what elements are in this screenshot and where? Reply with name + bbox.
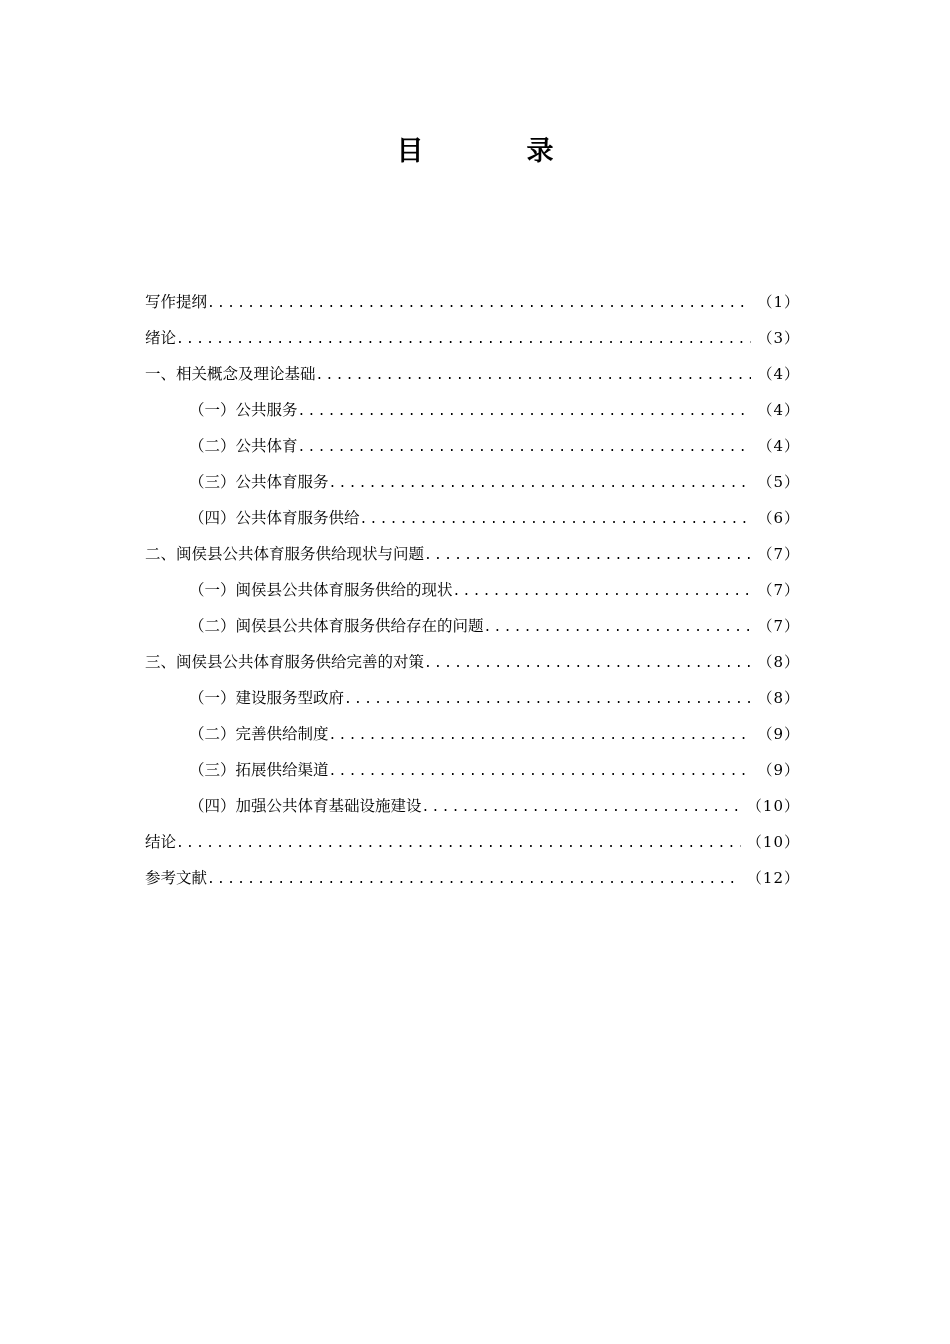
toc-entry-page-number: （9） (757, 761, 800, 779)
toc-leader-dots (207, 286, 751, 322)
toc-entry-page-number: （8） (757, 653, 800, 671)
toc-entry-page-number: （10） (746, 833, 800, 851)
table-of-contents (145, 284, 800, 896)
toc-entry-page-number: （4） (757, 401, 800, 419)
toc-entry-page-number: （7） (757, 581, 800, 599)
toc-leader-dots (298, 430, 752, 466)
toc-leader-dots (316, 358, 752, 394)
toc-entry[interactable] (145, 392, 800, 428)
toc-entry[interactable] (145, 788, 800, 824)
toc-entry-page-number: （7） (757, 617, 800, 635)
toc-entry-label: （一）闽侯县公共体育服务供给的现状 (189, 581, 453, 599)
toc-leader-dots (484, 610, 752, 646)
toc-leader-dots (329, 466, 752, 502)
toc-entry[interactable] (145, 608, 800, 644)
toc-entry[interactable] (145, 860, 800, 896)
toc-entry-label: 二、闽侯县公共体育服务供给现状与问题 (145, 545, 425, 563)
toc-entry[interactable] (145, 428, 800, 464)
toc-leader-dots (329, 718, 752, 754)
toc-entry-label: （二）闽侯县公共体育服务供给存在的问题 (189, 617, 484, 635)
toc-entry[interactable] (145, 644, 800, 680)
toc-leader-dots (360, 502, 752, 538)
toc-entry[interactable] (145, 464, 800, 500)
toc-entry[interactable] (145, 284, 800, 320)
toc-entry-page-number: （7） (757, 545, 800, 563)
toc-entry-page-number: （10） (746, 797, 800, 815)
toc-entry-label: 三、闽侯县公共体育服务供给完善的对策 (145, 653, 425, 671)
toc-entry-label: （三）拓展供给渠道 (189, 761, 329, 779)
toc-leader-dots (329, 754, 752, 790)
toc-leader-dots (424, 646, 751, 682)
toc-entry-page-number: （5） (757, 473, 800, 491)
toc-entry-page-number: （12） (746, 869, 800, 887)
toc-entry-label: 绪论 (145, 329, 177, 347)
toc-leader-dots (207, 862, 741, 898)
toc-entry-page-number: （3） (757, 329, 800, 347)
page-title: 目 录 (396, 136, 592, 167)
toc-entry-label: （二）完善供给制度 (189, 725, 329, 743)
toc-entry-label: （一）建设服务型政府 (189, 689, 345, 707)
toc-entry[interactable] (145, 572, 800, 608)
toc-entry-page-number: （8） (757, 689, 800, 707)
toc-entry-label: （二）公共体育 (189, 437, 298, 455)
toc-entry[interactable] (145, 680, 800, 716)
toc-leader-dots (344, 682, 751, 718)
toc-entry[interactable] (145, 320, 800, 356)
toc-leader-dots (453, 574, 752, 610)
toc-entry[interactable] (145, 716, 800, 752)
toc-leader-dots (298, 394, 752, 430)
toc-entry-label: 写作提纲 (145, 293, 208, 311)
toc-entry-label: （四）加强公共体育基础设施建设 (189, 797, 422, 815)
toc-entry-page-number: （1） (757, 293, 800, 311)
toc-entry-page-number: （4） (757, 437, 800, 455)
toc-entry-label: 参考文献 (145, 869, 208, 887)
toc-entry-label: （三）公共体育服务 (189, 473, 329, 491)
toc-entry-label: （一）公共服务 (189, 401, 298, 419)
toc-leader-dots (176, 826, 741, 862)
toc-entry[interactable] (145, 536, 800, 572)
toc-entry[interactable] (145, 500, 800, 536)
toc-entry-page-number: （9） (757, 725, 800, 743)
toc-entry[interactable] (145, 356, 800, 392)
toc-entry-page-number: （6） (757, 509, 800, 527)
toc-entry[interactable] (145, 752, 800, 788)
toc-entry-label: 一、相关概念及理论基础 (145, 365, 316, 383)
toc-leader-dots (424, 538, 751, 574)
toc-leader-dots (176, 322, 751, 358)
toc-entry-page-number: （4） (757, 365, 800, 383)
toc-entry-label: 结论 (145, 833, 177, 851)
toc-entry-label: （四）公共体育服务供给 (189, 509, 360, 527)
toc-leader-dots (422, 790, 741, 826)
toc-entry[interactable] (145, 824, 800, 860)
